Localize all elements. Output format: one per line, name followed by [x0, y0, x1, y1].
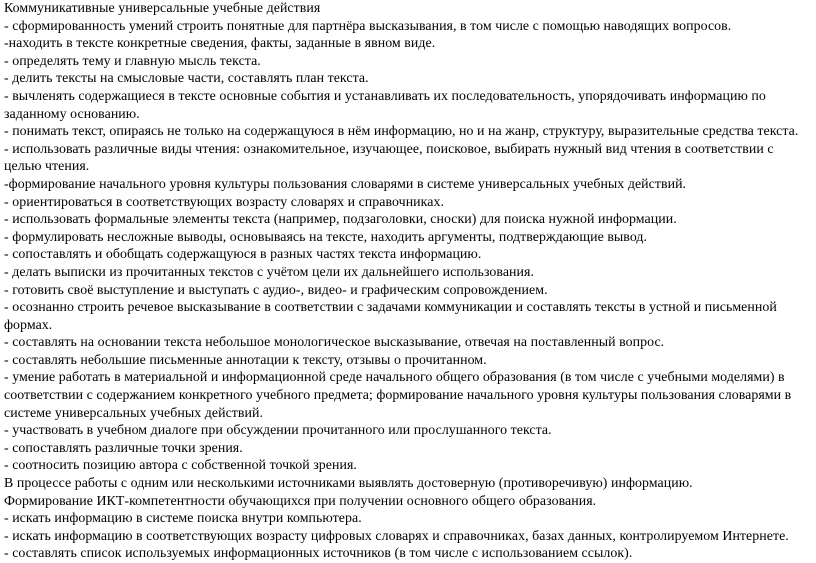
text-line: - готовить своё выступление и выступать с аудио-, видео- и графическим сопровождением.: [4, 282, 548, 298]
text-line: - сформированность умений строить понятные для партнёра высказывания, в том числе с помощью наводящих вопросов.: [4, 18, 732, 34]
text-line: - осознанно строить речевое высказывание в соответствии с задачами коммуникации и составлять тексты в устной и письменной формах.: [4, 300, 777, 333]
text-line: - умение работать в материальной и информационной среде начального общего образования (в том числе с учебными моделями) в соответствии с содержанием конкретного учебного предмета; формирование начального уровня культуры пользования словарями в системе универсальных учебных действий.: [4, 370, 792, 421]
text-line: -находить в тексте конкретные сведения, факты, заданные в явном виде.: [4, 36, 436, 52]
text-line: - составлять список используемых информационных источников (в том числе с использованием ссылок).: [4, 546, 633, 562]
text-line: - определять тему и главную мысль текста.: [4, 53, 261, 69]
text-line: В процессе работы с одним или несколькими источниками выявлять достоверную (противоречивую) информацию.: [4, 476, 693, 492]
text-line: Формирование ИКТ-компетентности обучающихся при получении основного общего образования.: [4, 493, 597, 509]
text-line: - составлять на основании текста небольшое монологическое высказывание, отвечая на поставленный вопрос.: [4, 335, 665, 351]
text-line: - искать информацию в соответствующих возрасту цифровых словарях и справочниках, базах данных, контролируемом Интернете.: [4, 528, 789, 544]
text-line: - использовать формальные элементы текста (например, подзаголовки, сноски) для поиска нужной информации.: [4, 212, 677, 228]
text-line: - использовать различные виды чтения: ознакомительное, изучающее, поисковое, выбирать нужный вид чтения в соответствии с целью чтения.: [4, 141, 774, 175]
document-heading: Коммуникативные универсальные учебные действия: [4, 1, 321, 16]
text-line: - сопоставлять различные точки зрения.: [4, 440, 243, 456]
text-line: - делить тексты на смысловые части, составлять план текста.: [4, 71, 369, 87]
text-line: - участвовать в учебном диалоге при обсуждении прочитанного или прослушанного текста.: [4, 423, 552, 439]
text-line: - вычленять содержащиеся в тексте основные события и устанавливать их последовательность, упорядочивать информацию по заданному основанию.: [4, 88, 766, 122]
text-line: - формулировать несложные выводы, основываясь на тексте, находить аргументы, подтверждающие вывод.: [4, 229, 648, 245]
text-line: - сопоставлять и обобщать содержащуюся в разных частях текста информацию.: [4, 247, 482, 263]
text-line: - делать выписки из прочитанных текстов с учётом цели их дальнейшего использования.: [4, 264, 534, 280]
text-line: - составлять небольшие письменные аннотации к тексту, отзывы о прочитанном.: [4, 352, 487, 368]
text-line: - понимать текст, опираясь не только на содержащуюся в нём информацию, но и на жанр, структуру, выразительные средства текста.: [4, 124, 799, 140]
text-line: -формирование начального уровня культуры пользования словарями в системе универсальных учебных действий.: [4, 176, 687, 192]
text-line: - соотносить позицию автора с собственной точкой зрения.: [4, 458, 357, 474]
text-line: - ориентироваться в соответствующих возрасту словарях и справочниках.: [4, 194, 444, 210]
text-line: - искать информацию в системе поиска внутри компьютера.: [4, 511, 362, 527]
